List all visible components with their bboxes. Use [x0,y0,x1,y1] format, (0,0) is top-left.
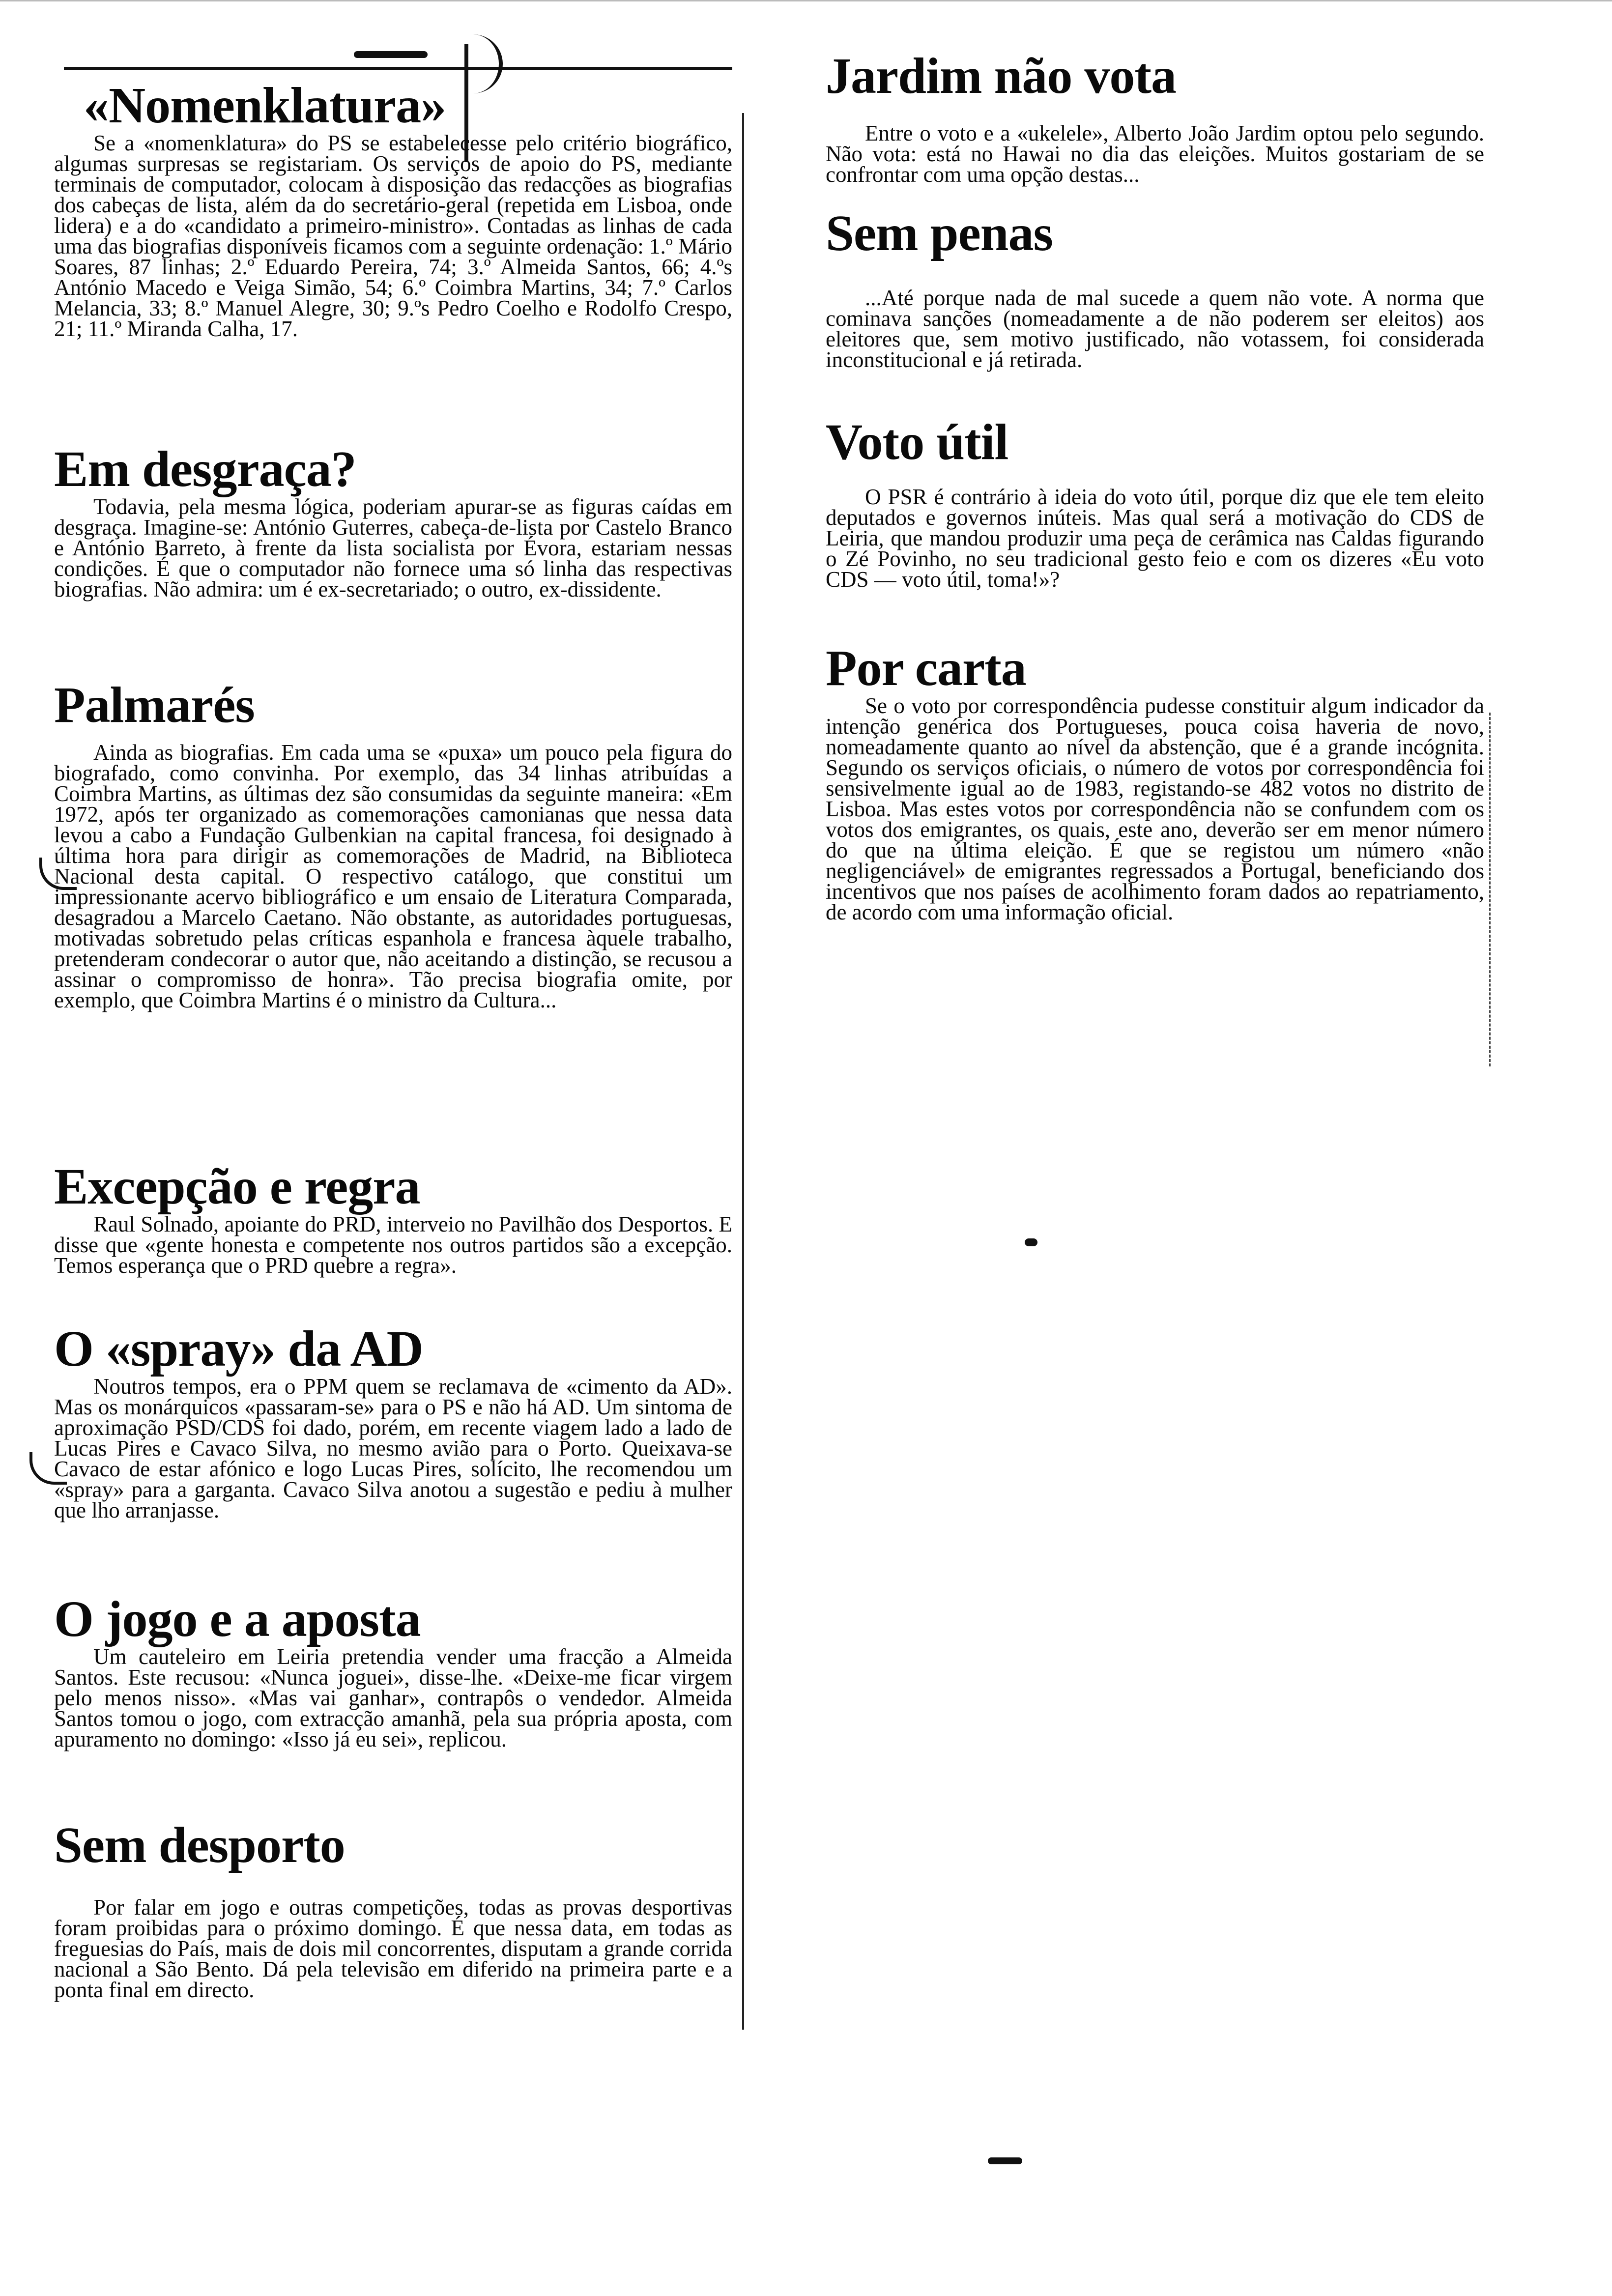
article-headline: Em desgraça? [54,441,356,497]
article-body: Por falar em jogo e outras competições, todas as provas desportivas foram proibidas para o próximo domingo. É que nessa data, em todas as freguesias do País, mais de dois mil concorrentes, disputam a grande corrida nacional a São Bento. Dá pela televisão em diferido na primeira parte e a ponta final em directo. [54,1895,732,2002]
article-spray-da-ad [54,1322,732,1521]
article-body: Ainda as biografias. Em cada uma se «puxa» um pouco pela figura do biografado, como convinha. Por exemplo, das 34 linhas atribuídas a Coimbra Martins, as últimas dez são consumidas da seguinte maneira: «Em 1972, após ter organizado as comemorações camonianas que nessa data levou a cabo a Fundação Gulbenkian na capital francesa, foi designado à última hora para dirigir as comemorações de Madrid, na Biblioteca Nacional desta capital. O respectivo catálogo, que constitui um impressionante acervo bibliográfico e um ensaio de Literatura Comparada, desagradou a Marcelo Caetano. Não obstante, as autoridades portuguesas, motivadas sobretudo pelas críticas espanhola e francesa àquele trabalho, pretenderam condecorar o autor que, não aceitando a distinção, se recusou a assinar o compromisso de honra». Tão precisa biografia omite, por exemplo, que Coimbra Martins é o ministro da Cultura... [54,740,732,1012]
article-headline: O jogo e a aposta [54,1591,421,1647]
article-body: ...Até porque nada de mal sucede a quem não vote. A norma que cominava sanções (nomeadamente a de não poderem ser eleitos) aos eleitores que, sem motivo justificado, não votassem, foi considerada inconstitucional e já retirada. [826,286,1484,372]
article-excepcao-e-regra [54,1160,732,1276]
article-sem-penas [826,206,1484,370]
article-em-desgraca [54,442,732,600]
article-headline: «Nomenklatura» [84,77,446,134]
article-headline: Palmarés [54,677,255,733]
article-headline: Sem penas [826,205,1053,261]
column-divider [742,113,744,2030]
article-headline: O «spray» da AD [54,1320,423,1377]
article-body: Todavia, pela mesma lógica, poderiam apurar-se as figuras caídas em desgraça. Imagine-se: António Guterres, cabeça-de-lista por Castelo Branco e António Barreto, à frente da lista socialista por Évora, estariam nessas condições. É que o computador não fornece uma só linha das respectivas biografias. Não admira: um é ex-secretariado; o outro, ex-dissidente. [54,494,732,602]
article-palmares [54,678,732,1010]
article-body: Raul Solnado, apoiante do PRD, interveio no Pavilhão dos Desportos. E disse que «gente honesta e competente nos outros partidos são a excepção. Temos esperança que o PRD quebre a regra». [54,1212,732,1278]
article-body: Entre o voto e a «ukelele», Alberto João Jardim optou pelo segundo. Não vota: está no Hawai no dia das eleições. Muitos gostariam de se confrontar com uma opção destas... [826,121,1484,187]
article-body: Se a «nomenklatura» do PS se estabelecesse pelo critério biográfico, algumas surpresas se registariam. Os serviços de apoio do PS, mediante terminais de computador, colocam à disposição das redacções as biografias dos cabeças de lista, além da do secretário-geral (repetida em Lisboa, onde lidera) e a do «candidato a primeiro-ministro». Contadas as linhas de cada uma das biografias disponíveis ficamos com a seguinte ordenação: 1.º Mário Soares, 87 linhas; 2.º Eduardo Pereira, 74; 3.º Almeida Santos, 66; 4.ºs António Macedo e Veiga Simão, 54; 6.º Coimbra Martins, 34; 7.º Carlos Melancia, 33; 8.º Manuel Alegre, 30; 9.ºs Pedro Coelho e Rodolfo Crespo, 21; 11.º Miranda Calha, 17. [54,131,732,341]
article-body: Se o voto por correspondência pudesse constituir algum indicador da intenção genérica dos Portugueses, pouca coisa haveria de novo, nomeadamente quanto ao nível da abstenção, que é a grande incógnita. Segundo os serviços oficiais, o número de votos por correspondência foi sensivelmente igual ao de 1983, registando-se 482 votos no distrito de Lisboa. Mas estes votos por correspondência não se confundem com os votos dos emigrantes, os quais, este ano, deverão ser em menor número do que na última eleição. É que se registou um número «não negligenciável» de emigrantes regressados a Portugal, beneficiando dos incentivos que nos países de acolhimento foram dados ao repatriamento, de acordo com uma informação oficial. [826,693,1484,924]
article-sem-desporto [54,1818,732,2000]
article-jogo-e-aposta [54,1592,732,1750]
article-headline: Sem desporto [54,1817,345,1873]
article-nomenklatura [54,79,732,339]
article-headline: Excepção e regra [54,1158,420,1215]
scan-top-edge [0,0,1612,1]
article-body: Um cauteleiro em Leiria pretendia vender uma fracção a Almeida Santos. Este recusou: «Nunca joguei», disse-lhe. «Deixe-me ficar virgem pelo menos nisso». «Mas vai ganhar», contrapôs o vendedor. Almeida Santos tomou o jogo, com extracção amanhã, pela sua própria aposta, com apuramento no domingo: «Isso já eu sei», replicou. [54,1644,732,1751]
article-voto-util [826,415,1484,590]
article-headline: Jardim não vota [826,48,1176,104]
pen-mark [354,51,428,58]
scan-speck [988,2157,1022,2164]
article-body: Noutros tempos, era o PPM quem se reclamava de «cimento da AD». Mas os monárquicos «passaram-se» para o PS e não há AD. Um sintoma de aproximação PSD/CDS foi dado, porém, em recente viagem lado a lado de Lucas Pires e Cavaco Silva, no mesmo avião para o Porto. Queixava-se Cavaco de estar afónico e logo Lucas Pires, solícito, lhe recomendou um «spray» para a garganta. Cavaco Silva anotou a sugestão e pediu à mulher que lho arranjasse. [54,1374,732,1522]
article-headline: Voto útil [826,414,1008,470]
article-por-carta [826,641,1484,922]
top-rule [64,67,732,70]
scan-speck [1025,1238,1037,1246]
article-body: O PSR é contrário à ideia do voto útil, porque diz que ele tem eleito deputados e governos inúteis. Mas qual será a motivação do CDS de Leiria, que mandou produzir uma peça de cerâmica nas Caldas figurando o Zé Povinho, no seu tradicional gesto feio e com os dizeres «Eu voto CDS — voto útil, toma!»? [826,485,1484,592]
article-jardim-nao-vota [826,49,1484,185]
column-border [1489,713,1492,1066]
article-headline: Por carta [826,640,1026,696]
